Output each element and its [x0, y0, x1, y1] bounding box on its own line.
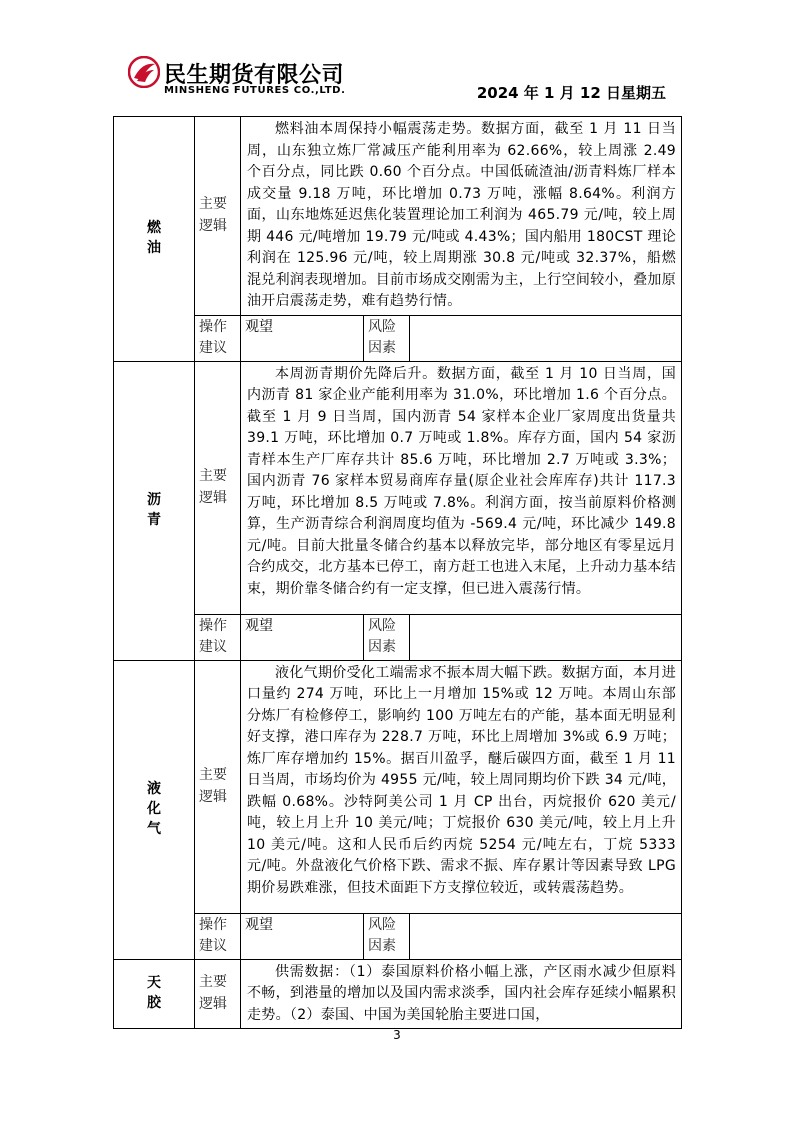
table-row [114, 117, 682, 316]
category-cell: 天胶 [114, 959, 195, 1029]
commodity-analysis-table [113, 116, 682, 1029]
category-cell: 燃油 [114, 117, 195, 362]
table-row [114, 959, 682, 1029]
logic-label: 主要逻辑 [195, 361, 241, 614]
logic-text: 液化气期价受化工端需求不振本周大幅下跌。数据方面，本月进口量约 274 万吨，环比上一月增加 15%或 12 万吨。本周山东部分炼厂有检修停工，影响约 100 万吨左右的产能，基本面无明显利好支撑，港口库存为 228.7 万吨，环比上周增加 3%或 6.9 万吨；炼厂库存增加约 15%。据百川盈孚，醚后碳四方面，截至 1 月 11 日当周，市场均价为 4955 元/吨，较上周同期均价下跌 34 元/吨，跌幅 0.68%。沙特阿美公司 1 月 CP 出台，丙烷报价 620 美元/吨，较上月上升 10 美元/吨；丁烷报价 630 美元/吨，较上月上升 10 美元/吨。这和人民币后约丙烷 5254 元/吨左右，丁烷 5333 元/吨。外盘液化气价格下跌、需求不振、库存累计等因素导致 LPG 期价易跌难涨，但技术面距下方支撑位较近，或转震荡趋势。 [241, 660, 682, 913]
table-row [114, 660, 682, 913]
risk-label: 风险因素 [364, 614, 410, 660]
advice-value: 观望 [241, 913, 364, 959]
report-date: 2024 年 1 月 12 日星期五 [476, 84, 666, 102]
logic-label: 主要逻辑 [195, 959, 241, 1029]
minsheng-logo-icon [128, 56, 160, 88]
table-row [114, 315, 682, 361]
advice-value: 观望 [241, 315, 364, 361]
logic-text: 供需数据：（1）泰国原料价格小幅上涨，产区雨水减少但原料不畅，到港量的增加以及国内需求淡季，国内社会库存延续小幅累积走势。（2）泰国、中国为美国轮胎主要进口国， [241, 959, 682, 1029]
company-logo [128, 56, 368, 102]
category-cell: 液化气 [114, 660, 195, 959]
table-row [114, 913, 682, 959]
advice-value: 观望 [241, 614, 364, 660]
logic-text: 燃料油本周保持小幅震荡走势。数据方面，截至 1 月 11 日当周，山东独立炼厂常减压产能利用率为 62.66%，较上周涨 2.49 个百分点，同比跌 0.60 个百分点。中国低硫渣油/沥青料炼厂样本成交量 9.18 万吨，环比增加 0.73 万吨，涨幅 8.64%。利润方面，山东地炼延迟焦化装置理论加工利润为 465.79 元/吨，较上周期 446 元/吨增加 19.79 元/吨或 4.43%；国内船用 180CST 理论利润在 125.96 元/吨，较上周期涨 30.8 元/吨或 32.37%，船燃混兑利润表现增加。目前市场成交刚需为主，上行空间较小，叠加原油开启震荡走势，难有趋势行情。 [241, 117, 682, 316]
advice-label: 操作建议 [195, 614, 241, 660]
logic-label: 主要逻辑 [195, 117, 241, 316]
company-name-cn: 民生期货有限公司 [164, 63, 345, 88]
risk-label: 风险因素 [364, 315, 410, 361]
table-row [114, 614, 682, 660]
page-number: 3 [393, 1028, 401, 1042]
risk-value [410, 913, 682, 959]
table-row [114, 361, 682, 614]
advice-label: 操作建议 [195, 315, 241, 361]
company-name-en: MINSHENG FUTURES CO.,LTD. [164, 85, 346, 96]
risk-label: 风险因素 [364, 913, 410, 959]
risk-value [410, 315, 682, 361]
logic-label: 主要逻辑 [195, 660, 241, 913]
risk-value [410, 614, 682, 660]
advice-label: 操作建议 [195, 913, 241, 959]
logic-text: 本周沥青期价先降后升。数据方面，截至 1 月 10 日当周，国内沥青 81 家企业产能利用率为 31.0%，环比增加 1.6 个百分点。截至 1 月 9 日当周，国内沥青 54 家样本企业厂家周度出货量共 39.1 万吨，环比增加 0.7 万吨或 1.8%。库存方面，国内 54 家沥青样本生产厂库存共计 85.6 万吨，环比增加 2.7 万吨或 3.3%；国内沥青 76 家样本贸易商库存量(原企业社会库库存)共计 117.3 万吨，环比增加 8.5 万吨或 7.8%。利润方面，按当前原料价格测算，生产沥青综合利润周度均值为 -569.4 元/吨，环比减少 149.8 元/吨。目前大批量冬储合约基本以释放完毕，部分地区有零星远月合约成交，北方基本已停工，南方赶工也进入末尾，上升动力基本结束，期价靠冬储合约有一定支撑，但已进入震荡行情。 [241, 361, 682, 614]
category-cell: 沥青 [114, 361, 195, 660]
